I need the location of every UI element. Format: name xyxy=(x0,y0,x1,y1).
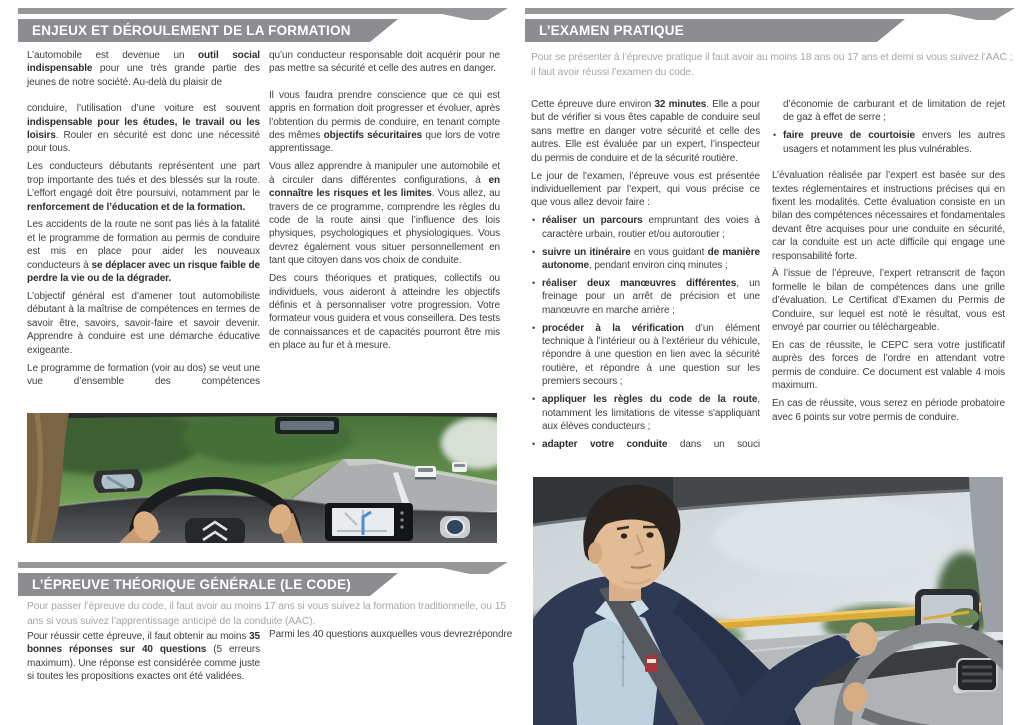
paragraph: L’automobile est devenue un outil social indispensable pour une très grande partie des jeunes de notre société. Au-delà du plaisir de xyxy=(27,50,260,88)
car-ahead-far xyxy=(452,462,467,472)
formation-column-1 xyxy=(27,49,260,393)
air-vent xyxy=(957,659,997,691)
paragraph: À l’issue de l’épreuve, l’expert retranscrit de façon formelle le bilan de compétences dans une grille d’évaluation. Le Certificat d’Examen du Permis de Conduire, sur lequel est noté le résultat, vous est envoyé par courrier ou téléchargeable. xyxy=(772,268,1005,334)
section-title: L’EXAMEN PRATIQUE xyxy=(539,23,684,38)
paragraph: L’objectif général est d’amener tout automobiliste débutant à la maîtrise de compétences en termes de savoir être, savoirs, savoir-faire et savoir devenir. Apprendre à conduire est une démarche éducative exigeante. xyxy=(27,291,260,356)
paragraph: Pour réussir cette épreuve, il faut obtenir au moins 35 bonnes réponses sur 40 questions (5 erreurs maximum). Une réponse est considérée comme juste si toutes les propositions exactes ont été validées. xyxy=(27,631,260,683)
ear xyxy=(588,542,602,564)
section-title: ENJEUX ET DÉROULEMENT DE LA FORMATION xyxy=(32,23,351,38)
bullet-item: • suivre un itinéraire en vous guidant de manière autonome, pendant environ cinq minutes ; xyxy=(531,246,760,273)
paragraph: qu’un conducteur responsable doit acquérir pour ne pas mettre sa sécurité et celle des autres en danger. xyxy=(269,50,500,75)
paragraph: d’économie de carburant et de limitation de rejet de gaz à effet de serre ; xyxy=(783,99,1005,124)
bullet-item: • adapter votre conduite dans un souci xyxy=(531,438,760,451)
paragraph: Les conducteurs débutants représentent une part trop importante des tués et des blessés sur la route. L’effort engagé doit être poursuivi, notamment par le renforcement de l’éducation et de la formation. xyxy=(27,161,260,213)
examen-intro-text: Pour se présenter à l’épreuve pratique il faut avoir au moins 18 ans ou 17 ans et demi si vous suivez l’AAC ; il faut avoir réussi l’examen du code. xyxy=(531,52,1013,78)
code-intro-text: Pour passer l’épreuve du code, il faut avoir au moins 17 ans si vous suivez la formation traditionnelle, ou 15 ans si vous suivez l’apprentissage anticipé de la conduite (AAC). xyxy=(27,601,506,627)
learner-driver-photo xyxy=(533,477,1003,725)
paragraph: conduire, l’utilisation d’une voiture est souvent indispensable pour les études, le travail ou les loisirs. Rouler en sécurité est donc une nécessité pour tous. xyxy=(27,103,260,155)
code-column-2-clipped-line: Parmi les 40 questions auxquelles vous devrezrépondre xyxy=(269,629,513,640)
paragraph: En cas de réussite, le CEPC sera votre justificatif auprès des forces de l’ordre en attendant votre permis de conduire. Ce document est valable 4 mois maximum. xyxy=(772,340,1005,392)
section-title: L’ÉPREUVE THÉORIQUE GÉNÉRALE (LE CODE) xyxy=(32,577,351,592)
paragraph: L’évaluation réalisée par l’expert est basée sur des textes réglementaires et instructions précises qui en fixent les modalités. Cette évaluation consiste en un bilan des compétences nécessaires et fondamentales devant être acquises pour une conduite en sécurité, car la conduite est un acte difficile qui engage une responsabilité forte. xyxy=(772,170,1005,262)
bullet-item: • procéder à la vérification d’un élément technique à l’intérieur ou à l’extérieur du véhicule, répondre à une question en lien avec la sécurité routière, et répondre à une question sur les premiers secours ; xyxy=(531,322,760,389)
section-header-code xyxy=(18,562,508,596)
car-ahead xyxy=(415,466,436,480)
section-header-examen-pratique xyxy=(525,8,1015,42)
dashboard-trim xyxy=(440,516,470,538)
examen-column-2 xyxy=(772,98,1005,428)
section-header-formation xyxy=(18,8,508,42)
paragraph: En cas de réussite, vous serez en période probatoire avec 6 points sur votre permis de conduire. xyxy=(772,398,1005,423)
paragraph: Le programme de formation (voir au dos) se veut une vue d’ensemble des compétences xyxy=(27,362,260,387)
code-column-1 xyxy=(27,630,260,688)
bullet-item: • réaliser un parcours empruntant des voies à caractère urbain, routier et/ou autoroutier ; xyxy=(531,214,760,241)
paragraph: Les accidents de la route ne sont pas liés à la fatalité et le programme de formation au permis de conduire est mis en place pour aider les nouveaux conducteurs à se déplacer avec un risque faible de perdre la vie ou de la dégrader. xyxy=(27,219,260,285)
navigation-screen xyxy=(325,503,413,541)
paragraph: Il vous faudra prendre conscience que ce qui est appris en formation doit progresser et évoluer, après l’obtention du permis de conduire, en tenant compte des mêmes objectifs sécuritaires que lors de votre apprentissage. xyxy=(269,89,500,155)
paragraph: Des cours théoriques et pratiques, collectifs ou individuels, vous aideront à atteindre les objectifs définis et à personnaliser votre progression. Votre formateur vous guidera et vous conseillera. Des tests de connaissances et de capacités pourront être mis en place au fur et à mesure. xyxy=(269,273,500,352)
rearview-mirror xyxy=(275,417,339,434)
bullet-item: • appliquer les règles du code de la route, notamment les limitations de vitesse s'appliquant aux élèves conducteurs ; xyxy=(531,393,760,433)
paragraph: Le jour de l’examen, l’épreuve vous est présentée individuellement par l’expert, qui vous précise ce que vous allez devoir faire : xyxy=(531,170,760,209)
formation-column-2 xyxy=(269,49,500,357)
bullet-item: • faire preuve de courtoisie envers les autres usagers et notamment les plus vulnérables. xyxy=(772,129,1005,156)
paragraph: Vous allez apprendre à manipuler une automobile et à circuler dans différentes configurations, à en connaître les risques et les limites. Vous allez, au travers de ce programme, comprendre les règles du code de la route ainsi que l’influence des lois physiques, psychologiques et physiologiques. Vous devrez également vous situer personnellement en tant que citoyen dans vos choix de conduite. xyxy=(269,161,500,267)
car-interior-highway-photo xyxy=(27,413,497,543)
bullet-item: • réaliser deux manœuvres différentes, un freinage pour un arrêt de précision et une manœuvre en marche arrière ; xyxy=(531,277,760,317)
paragraph: Cette épreuve dure environ 32 minutes. Elle a pour but de vérifier si vous êtes capable de conduire seul sans mettre en danger votre sécurité et celle des autres. Elle est évaluée par un expert, l’inspecteur du permis de conduire et de la sécurité routière. xyxy=(531,99,760,164)
examen-column-1 xyxy=(531,98,760,456)
side-mirror xyxy=(93,469,142,493)
